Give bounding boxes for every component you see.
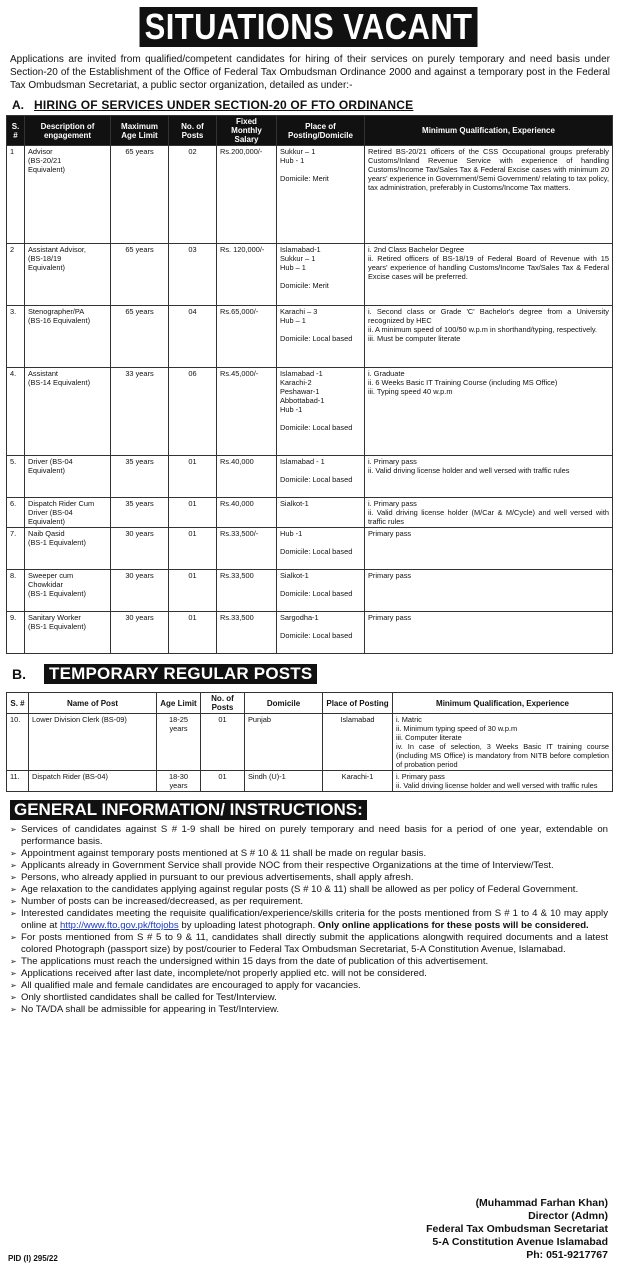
serial-cell: 6. [7, 498, 25, 528]
post-name-cell: Dispatch Rider (BS-04) [29, 771, 157, 792]
posts-cell: 01 [169, 456, 217, 498]
serial-cell: 10. [7, 714, 29, 771]
place-cell: Islamabad -1 Karachi-2 Peshawar-1 Abbottabad-1 Hub -1 Domicile: Local based [277, 368, 365, 456]
organization-name: Federal Tax Ombudsman Secretariat [426, 1223, 608, 1235]
age-limit-cell: 18-25 years [157, 714, 201, 771]
section-a-heading [12, 98, 618, 112]
table-row [7, 528, 613, 570]
age-limit-cell: 35 years [111, 456, 169, 498]
place-cell: Sialkot-1 [277, 498, 365, 528]
table-row [7, 146, 613, 244]
column-header: Maximum Age Limit [111, 116, 169, 146]
posts-cell: 02 [169, 146, 217, 244]
instruction-item: ➢ For posts mentioned from S # 5 to 9 & 11, candidates shall directly submit the applications alongwith required documents and a latest colored Photograph (passport size) by post/courier to Federal Tax Ombudsman Secretariat, 5-A Constitution Avenue, Islamabad. [10, 932, 608, 956]
section-b-heading [12, 664, 618, 684]
posts-cell: 01 [201, 714, 245, 771]
description-cell: Stenographer/PA (BS-16 Equivalent) [25, 306, 111, 368]
posts-cell: 01 [169, 570, 217, 612]
signatory-designation: Director (Admn) [528, 1210, 608, 1222]
description-cell: Advisor (BS-20/21 Equivalent) [25, 146, 111, 244]
age-limit-cell: 65 years [111, 306, 169, 368]
age-limit-cell: 35 years [111, 498, 169, 528]
serial-cell: 8. [7, 570, 25, 612]
signatory-name: (Muhammad Farhan Khan) [475, 1197, 608, 1209]
description-cell: Naib Qasid (BS-1 Equivalent) [25, 528, 111, 570]
column-header: Minimum Qualification, Experience [393, 693, 613, 714]
table-row [7, 498, 613, 528]
table-row [7, 244, 613, 306]
serial-cell: 2 [7, 244, 25, 306]
title-banner [0, 7, 618, 47]
description-cell: Dispatch Rider Cum Driver (BS-04 Equivalent) [25, 498, 111, 528]
general-info-list [10, 824, 608, 1016]
serial-cell: 3. [7, 306, 25, 368]
section-a-letter: A. [12, 98, 24, 112]
qualification-cell: Primary pass [365, 612, 613, 654]
column-header: S. # [7, 116, 25, 146]
salary-cell: Rs.45,000/- [217, 368, 277, 456]
online-text: Interested candidates meeting the requisite qualification/experience/skills criteria for the posts mentioned from S # 1 to 4 & 10 may apply online at [21, 908, 608, 931]
online-bold-note: Only online applications for these posts will be considered. [317, 920, 589, 931]
posts-cell: 03 [169, 244, 217, 306]
instruction-item: ➢ Services of candidates against S # 1-9 shall be hired on purely temporary and need basis for a period of one year, extendable on performance basis. [10, 824, 608, 848]
qualification-cell: i. Graduate ii. 6 Weeks Basic IT Training Course (including MS Office) iii. Typing speed 40 w.p.m [365, 368, 613, 456]
description-cell: Assistant (BS-14 Equivalent) [25, 368, 111, 456]
place-cell: Sukkur – 1 Hub - 1 Domicile: Merit [277, 146, 365, 244]
serial-cell: 5. [7, 456, 25, 498]
posts-cell: 01 [169, 498, 217, 528]
posts-cell: 01 [169, 528, 217, 570]
qualification-cell: Primary pass [365, 570, 613, 612]
age-limit-cell: 33 years [111, 368, 169, 456]
column-header: Description of engagement [25, 116, 111, 146]
online-text-mid: by uploading latest photograph. [178, 920, 318, 931]
online-link[interactable]: http://www.fto.gov.pk/ftojobs [59, 920, 179, 931]
place-cell: Islamabad - 1 Domicile: Local based [277, 456, 365, 498]
table-row [7, 771, 613, 792]
salary-cell: Rs.40,000 [217, 456, 277, 498]
serial-cell: 1 [7, 146, 25, 244]
instruction-item: ➢ No TA/DA shall be admissible for appearing in Test/Interview. [10, 1004, 608, 1016]
place-cell: Sargodha-1 Domicile: Local based [277, 612, 365, 654]
age-limit-cell: 65 years [111, 146, 169, 244]
section-b-letter: B. [12, 666, 26, 682]
table-row [7, 570, 613, 612]
serial-cell: 4. [7, 368, 25, 456]
page-title: SITUATIONS VACANT [140, 7, 478, 47]
posts-cell: 01 [169, 612, 217, 654]
salary-cell: Rs.33,500 [217, 612, 277, 654]
instruction-item: ➢ Only shortlisted candidates shall be called for Test/Interview. [10, 992, 608, 1004]
section-b-title: TEMPORARY REGULAR POSTS [44, 664, 317, 684]
posts-cell: 04 [169, 306, 217, 368]
pid-number: PID (I) 295/22 [8, 1254, 58, 1263]
domicile-cell: Punjab [245, 714, 323, 771]
qualification-cell: i. Matric ii. Minimum typing speed of 30 w.p.m iii. Computer literate iv. In case of selection, 3 Weeks Basic IT training course (including MS Office) is mandatory from NITB before completion of probation period [393, 714, 613, 771]
salary-cell: Rs. 120,000/- [217, 244, 277, 306]
salary-cell: Rs.33,500/- [217, 528, 277, 570]
description-cell: Driver (BS-04 Equivalent) [25, 456, 111, 498]
domicile-cell: Sindh (U)-1 [245, 771, 323, 792]
post-name-cell: Lower Division Clerk (BS-09) [29, 714, 157, 771]
column-header: Place of Posting [323, 693, 393, 714]
place-cell: Islamabad-1 Sukkur – 1 Hub – 1 Domicile: Merit [277, 244, 365, 306]
general-info-title: GENERAL INFORMATION/ INSTRUCTIONS: [10, 800, 367, 820]
instruction-item-online [10, 908, 608, 932]
column-header: Age Limit [157, 693, 201, 714]
posts-cell: 06 [169, 368, 217, 456]
instruction-item: ➢ Age relaxation to the candidates applying against regular posts (S # 10 & 11) shall be allowed as per policy of Federal Government. [10, 884, 608, 896]
description-cell: Sanitary Worker (BS-1 Equivalent) [25, 612, 111, 654]
intro-paragraph: Applications are invited from qualified/competent candidates for hiring of their services on purely temporary and need basis under Section-20 of the Establishment of the Office of Federal Tax Ombudsman Ordinance 2000 and against a temporary post in the Federal Tax Ombudsman Secretariat, a public sector organization, detailed as under:- [10, 54, 610, 91]
signature-block [426, 1197, 608, 1262]
section-b-header-row [7, 693, 613, 714]
column-header: No. of Posts [169, 116, 217, 146]
salary-cell: Rs.65,000/- [217, 306, 277, 368]
section-a-table [6, 115, 613, 654]
salary-cell: Rs.200,000/- [217, 146, 277, 244]
salary-cell: Rs.40,000 [217, 498, 277, 528]
age-limit-cell: 30 years [111, 612, 169, 654]
instruction-item: ➢ The applications must reach the undersigned within 15 days from the date of publication of this advertisement. [10, 956, 608, 968]
section-b-table [6, 692, 613, 792]
column-header: Minimum Qualification, Experience [365, 116, 613, 146]
instruction-item: ➢ Number of posts can be increased/decreased, as per requirement. [10, 896, 608, 908]
age-limit-cell: 65 years [111, 244, 169, 306]
instruction-item: ➢ All qualified male and female candidates are encouraged to apply for vacancies. [10, 980, 608, 992]
section-a-header-row [7, 116, 613, 146]
serial-cell: 9. [7, 612, 25, 654]
place-cell: Karachi – 3 Hub – 1 Domicile: Local based [277, 306, 365, 368]
column-header: S. # [7, 693, 29, 714]
section-a-title: HIRING OF SERVICES UNDER SECTION-20 OF FTO ORDINANCE [34, 98, 414, 112]
place-cell: Karachi-1 [323, 771, 393, 792]
table-row [7, 368, 613, 456]
column-header: No. of Posts [201, 693, 245, 714]
qualification-cell: i. 2nd Class Bachelor Degree ii. Retired officers of BS-18/19 of Federal Board of Revenue with 15 years' experience of handling Customs/Income Tax/Sales Tax & Federal Excise cases will be preferred. [365, 244, 613, 306]
salary-cell: Rs.33,500 [217, 570, 277, 612]
age-limit-cell: 30 years [111, 570, 169, 612]
table-row [7, 612, 613, 654]
table-row [7, 306, 613, 368]
description-cell: Sweeper cum Chowkidar (BS-1 Equivalent) [25, 570, 111, 612]
qualification-cell: Retired BS-20/21 officers of the CSS Occupational groups preferably Customs/Inland Revenue Service with experience of handling Customs/Income Tax/Sales Tax & Federal Excise cases with minimum 20 years' experience in Government/Semi Government/ relating to tax policy, tax administration, preferably in Customs/Income Tax matters. [365, 146, 613, 244]
description-cell: Assistant Advisor, (BS-18/19 Equivalent) [25, 244, 111, 306]
instruction-item: ➢ Persons, who already applied in pursuant to our previous advertisements, shall apply afresh. [10, 872, 608, 884]
place-cell: Islamabad [323, 714, 393, 771]
qualification-cell: Primary pass [365, 528, 613, 570]
serial-cell: 7. [7, 528, 25, 570]
instruction-item: ➢ Applicants already in Government Service shall provide NOC from their respective Organizations at the time of Interview/Test. [10, 860, 608, 872]
posts-cell: 01 [201, 771, 245, 792]
column-header: Fixed Monthly Salary [217, 116, 277, 146]
column-header: Domicile [245, 693, 323, 714]
table-row [7, 456, 613, 498]
organization-address: 5-A Constitution Avenue Islamabad [432, 1236, 608, 1248]
place-cell: Sialkot-1 Domicile: Local based [277, 570, 365, 612]
organization-phone: Ph: 051-9217767 [526, 1249, 608, 1261]
instruction-item: ➢ Applications received after last date, incomplete/not properly applied etc. will not be considered. [10, 968, 608, 980]
column-header: Name of Post [29, 693, 157, 714]
qualification-cell: i. Primary pass ii. Valid driving license holder (M/Car & M/Cycle) and well versed with traffic rules [365, 498, 613, 528]
qualification-cell: i. Primary pass ii. Valid driving license holder and well versed with traffic rules [393, 771, 613, 792]
instruction-item: ➢ Appointment against temporary posts mentioned at S # 10 & 11 shall be made on regular basis. [10, 848, 608, 860]
qualification-cell: i. Second class or Grade 'C' Bachelor's degree from a University recognized by HEC ii. A minimum speed of 100/50 w.p.m in shorthand/typing, respectively. iii. Must be computer literate [365, 306, 613, 368]
general-info-heading [10, 800, 618, 820]
column-header: Place of Posting/Domicile [277, 116, 365, 146]
table-row [7, 714, 613, 771]
qualification-cell: i. Primary pass ii. Valid driving license holder and well versed with traffic rules [365, 456, 613, 498]
age-limit-cell: 18-30 years [157, 771, 201, 792]
serial-cell: 11. [7, 771, 29, 792]
place-cell: Hub -1 Domicile: Local based [277, 528, 365, 570]
age-limit-cell: 30 years [111, 528, 169, 570]
